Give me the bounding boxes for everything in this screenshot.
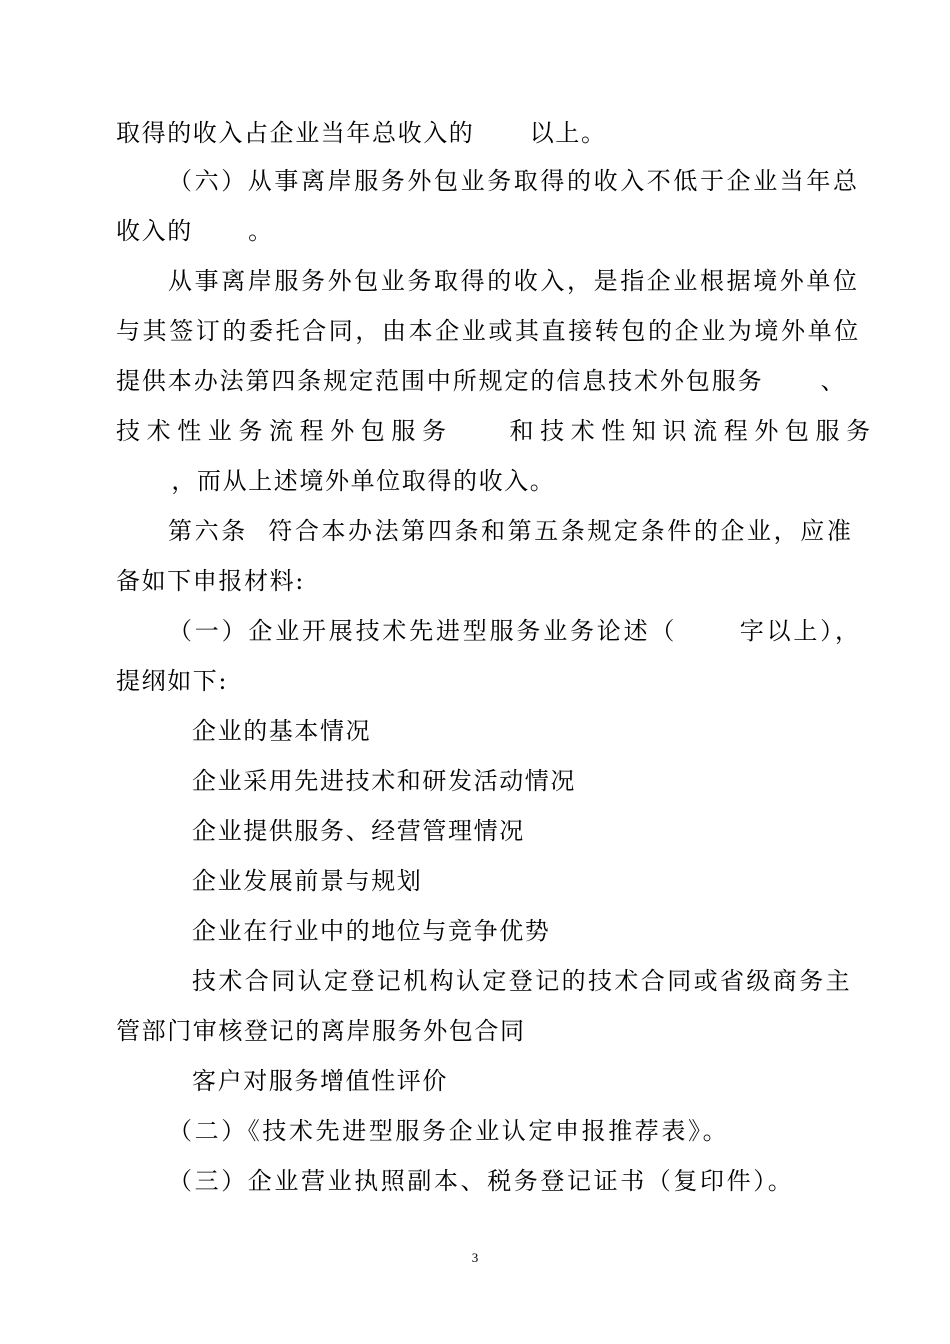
text-line: 提纲如下: (116, 667, 229, 695)
outline-item: 企业的基本情况 (192, 717, 372, 745)
text-line: （一）企业开展技术先进型服务业务论述（ 字以上）， (168, 617, 862, 645)
outline-item: 企业发展前景与规划 (192, 867, 423, 895)
text-line: 从事离岸服务外包业务取得的收入，是指企业根据境外单位 (168, 267, 860, 295)
outline-item: 企业采用先进技术和研发活动情况 (192, 767, 576, 795)
text-line: （二）《技术先进型服务企业认定申报推荐表》。 (168, 1117, 730, 1145)
text-line: ，而从上述境外单位取得的收入。 (116, 467, 556, 495)
text-line: 管部门审核登记的离岸服务外包合同 (116, 1017, 526, 1045)
outline-item: 客户对服务增值性评价 (192, 1067, 448, 1095)
outline-item: 企业在行业中的地位与竞争优势 (192, 917, 551, 945)
page-number: 3 (471, 1250, 479, 1265)
text-line: 取得的收入占企业当年总收入的 以上。 (116, 119, 607, 147)
text-line: 备如下申报材料: (116, 567, 305, 595)
outline-item: 技术合同认定登记机构认定登记的技术合同或省级商务主 (192, 967, 852, 995)
text-line: 技术性业务流程外包服务 和技术性知识流程外包服务 (116, 417, 877, 445)
text-line: （三）企业营业执照副本、税务登记证书（复印件）。 (168, 1167, 795, 1195)
text-line: 提供本办法第四条规定范围中所规定的信息技术外包服务 、 (116, 367, 847, 395)
text-line: （六）从事离岸服务外包业务取得的收入不低于企业当年总 (168, 167, 860, 195)
text-line: 与其签订的委托合同，由本企业或其直接转包的企业为境外单位 (116, 317, 861, 345)
text-line: 收入的 。 (116, 217, 274, 245)
outline-item: 企业提供服务、经营管理情况 (192, 817, 525, 845)
article-heading-line: 第六条 符合本办法第四条和第五条规定条件的企业，应准 (168, 517, 854, 545)
